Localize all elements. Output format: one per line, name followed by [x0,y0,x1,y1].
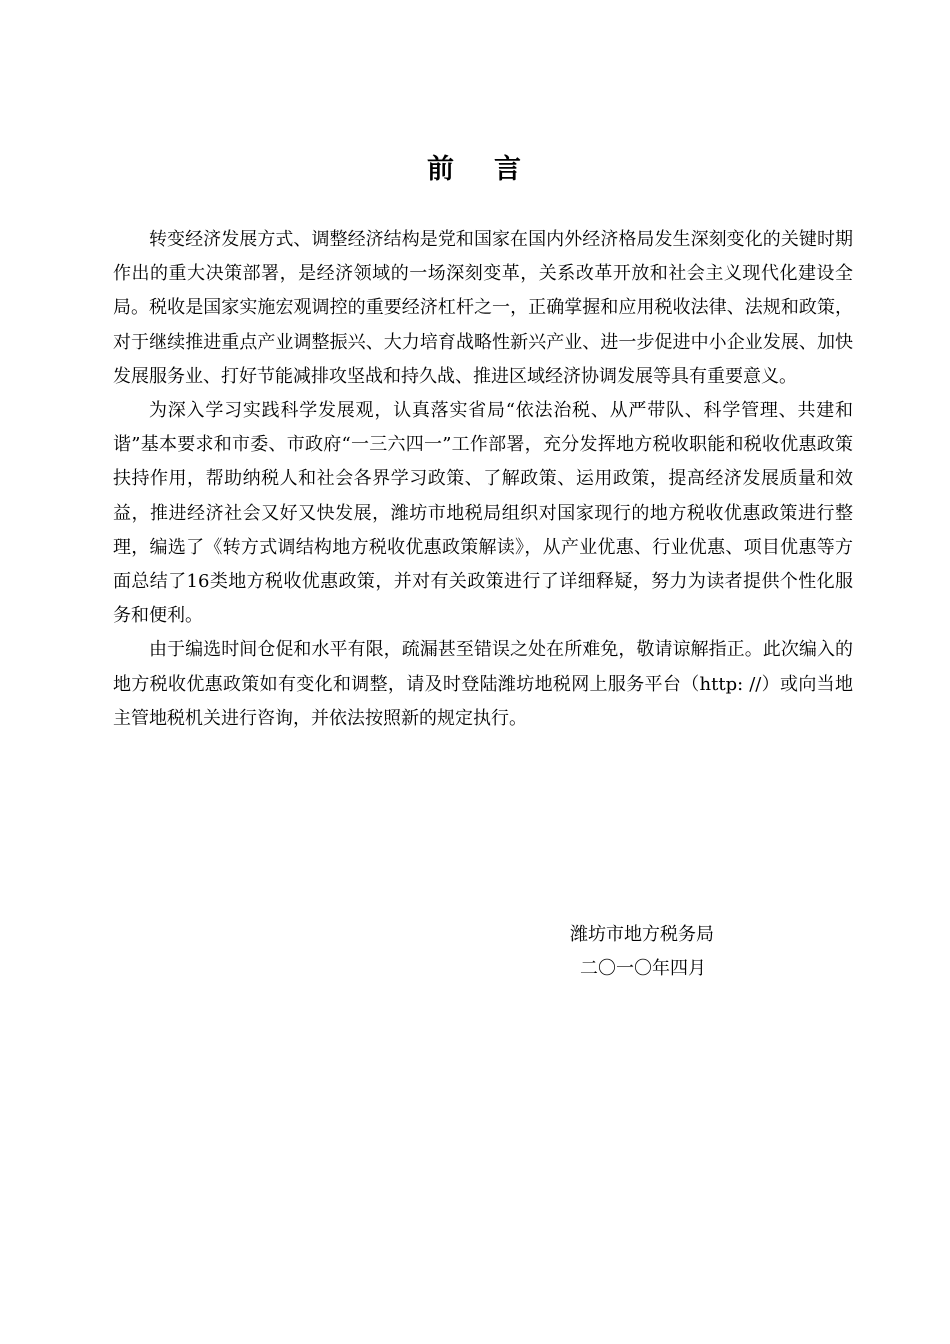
page-title [0,150,950,190]
title-char-2: 言 [494,154,523,185]
title-char-1: 前 [427,154,456,185]
preface-body [113,223,853,736]
paragraph-2: 为深入学习实践科学发展观，认真落实省局“依法治税、从严带队、科学管理、共建和谐”基本要求和市委、市政府“一三六四一”工作部署，充分发挥地方税收职能和税收优惠政策扶持作用，帮助纳税人和社会各界学习政策、了解政策、运用政策，提高经济发展质量和效益，推进经济社会又好又快发展，潍坊市地税局组织对国家现行的地方税收优惠政策进行整理，编选了《转方式调结构地方税收优惠政策解读》，从产业优惠、行业优惠、项目优惠等方面总结了16类地方税收优惠政策，并对有关政策进行了详细释疑，努力为读者提供个性化服务和便利。 [113,400,853,627]
signature-date: 二〇一〇年四月 [580,958,706,979]
signature-block [570,918,830,986]
signature-organization: 潍坊市地方税务局 [570,924,714,945]
paragraph-1: 转变经济发展方式、调整经济结构是党和国家在国内外经济格局发生深刻变化的关键时期作出的重大决策部署，是经济领域的一场深刻变革，关系改革开放和社会主义现代化建设全局。税收是国家实施宏观调控的重要经济杠杆之一，正确掌握和应用税收法律、法规和政策，对于继续推进重点产业调整振兴、大力培育战略性新兴产业、进一步促进中小企业发展、加快发展服务业、打好节能减排攻坚战和持久战、推进区域经济协调发展等具有重要意义。 [113,229,853,387]
paragraph-3: 由于编选时间仓促和水平有限，疏漏甚至错误之处在所难免，敬请谅解指正。此次编入的地方税收优惠政策如有变化和调整，请及时登陆潍坊地税网上服务平台（http: //）或向当地主管地税机关进行咨询，并依法按照新的规定执行。 [113,639,853,729]
